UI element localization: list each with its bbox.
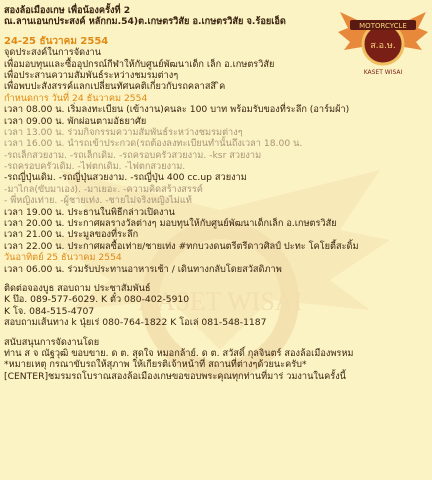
document-line: K โจ. 084-515-4707	[4, 305, 95, 317]
line-spacer	[4, 329, 334, 337]
document-line: เพื่อพบปะสังสรรค์แลกเปลี่ยนทัศนคติเกี่ยวกับรถคลาสสิ ิค	[4, 81, 226, 93]
document-line: -รถญี่ปุ่นเดิม. -รถญี่ปุ่นสวยงาม. -รถญี่ปุ่น 400 cc.up สวยงาม	[4, 172, 247, 184]
document-line: เวลา 13.00 น. ร่วมกิจกรรมความสัมพันธ์ระหว่างชมรมต่างๆ	[4, 126, 243, 138]
document-line: *หมายเหตุ กรณาขับรถให้สุภาพ ให้เกียรติเจ้าหน้าที่ สถานที่ต่างๆด้วยนะครับ*	[4, 359, 307, 371]
watermark-text: KASET WISAI	[137, 287, 303, 316]
logo-badge-text: ส.อ.ษ.	[370, 41, 396, 51]
document-line: สองล้อเมืองเกษ เพื่อน้องครั้งที่ 2	[4, 5, 131, 16]
line-spacer	[4, 275, 334, 283]
document-line: ท่าน ส จ ณัฐวุฒิ ขอบขาย. ด ต. สุดใจ หมอกล้าย์. ด ต. สวัสดิ์ กุลจินตร์ สองล้อเมืองพรหม	[4, 347, 354, 359]
document-line: เวลา 21.00 น. ประมูลของที่ระลึก	[4, 229, 139, 241]
document-line: 24-25 ธันวาคม 2554	[4, 35, 109, 47]
document-line: เวลา 09.00 น. พักผ่อนตามอัธยาศัย	[4, 115, 147, 127]
document-line: จุดประสงค์ในการจัดงาน	[4, 47, 101, 59]
document-line: เพื่อประสานความสัมพันธ์ระหว่างชมรมต่างๆ	[4, 69, 179, 81]
document-line: เวลา 16.00 น. นำรถเข้าประกวด(รถต้องลงทะเบียนทำนั้นถึงเวลา 18.00 น.	[4, 138, 303, 150]
document-line: เวลา 20.00 น. ประกาศผลรางวัลต่างๆ มอบทุนให้กับศูนย์พัฒนาเด็กเล็ก อ.เกษตรวิสัย	[4, 218, 337, 230]
document-line: -รถครอบครัวเดิม. -ไฟตกเดิม. -ไฟตกสวยงาม.	[4, 161, 186, 173]
document-line: เวลา 06.00 น. ร่วมรับประทานอาหารเช้า / เดินทางกลับโดยสวัสดิภาพ	[4, 263, 282, 275]
document-line: กำหนดการ วันที่ 24 ธันวาคม 2554	[4, 92, 148, 104]
line-spacer	[4, 28, 334, 36]
club-logo	[338, 2, 428, 82]
logo-bottom-text: KASET WISAI	[363, 69, 403, 76]
document-line: K ป๊อ. 089-577-6029. K ตั๋ว 080-402-5910	[4, 294, 190, 306]
document-line: สนับสนุนการจัดงานโดย	[4, 336, 100, 348]
document-line: เวลา 22.00 น. ประกาศผลซื้อเท่าย/ชายเท่ง #ทกบวงดนตรีตรีดาวศิลป์ ปะทะ โคโยตี้สะดิ้ม	[4, 240, 359, 252]
document-line: เวลา 08.00 น. เริ่มลงทะเบียน (เข้างาน)คนละ 100 บาท พร้อมรับของที่ระลึก (อาร์มผ้า)	[4, 104, 350, 116]
document-line: -รถเล็กสวยงาม. -รถเล็กเดิม. -รถครอบครัวสวยงาม. -ksr สวยงาม	[4, 149, 262, 161]
document-line: - พี่หญิงเท่าย. -ผู้ชายเท่ง. -ชายไม่จริงหญิงไม่แท้	[4, 195, 192, 207]
document-line: -มาไกล(ขับมาเอง). -มาเยอะ. -ความคิดสร้างสรรค์	[4, 183, 203, 195]
event-announcement	[4, 5, 359, 382]
document-line: [CENTER]ชมรมรถโบราณสองล้อเมืองเกษขอขอบพระคุณทุกท่านที่มาร่ วมงานในครั้งนี้	[4, 370, 346, 382]
document-line: เพื่อมอบทุนและซื้ออุปกรณ์กีฬาให้กับศูนย์พัฒนาเด็ก เล็ก อ.เกษตรวิสัย	[4, 58, 275, 70]
document-line: วันอาทิตย์ 25 ธันวาคม 2554	[4, 252, 122, 264]
logo-top-text: MOTORCYCLE	[359, 22, 407, 30]
document-line: เวลา 19.00 น. ประธานในพิธีกล่าวเปิดงาน	[4, 206, 175, 218]
document-line: สอบถามเส้นทาง k นุ๋ยเร่ 080-764-1822 K โอเล่ 081-548-1187	[4, 317, 267, 329]
document-line: ณ.ลานเอนกประสงค์ หลักกม.54)ต.เกษตรวิสัย อ.เกษตรวิสัย จ.ร้อยเอ็ด	[4, 16, 286, 28]
document-line: ติดต่อจองบูธ สอบถาม ประชาสัมพันธ์	[4, 282, 151, 294]
